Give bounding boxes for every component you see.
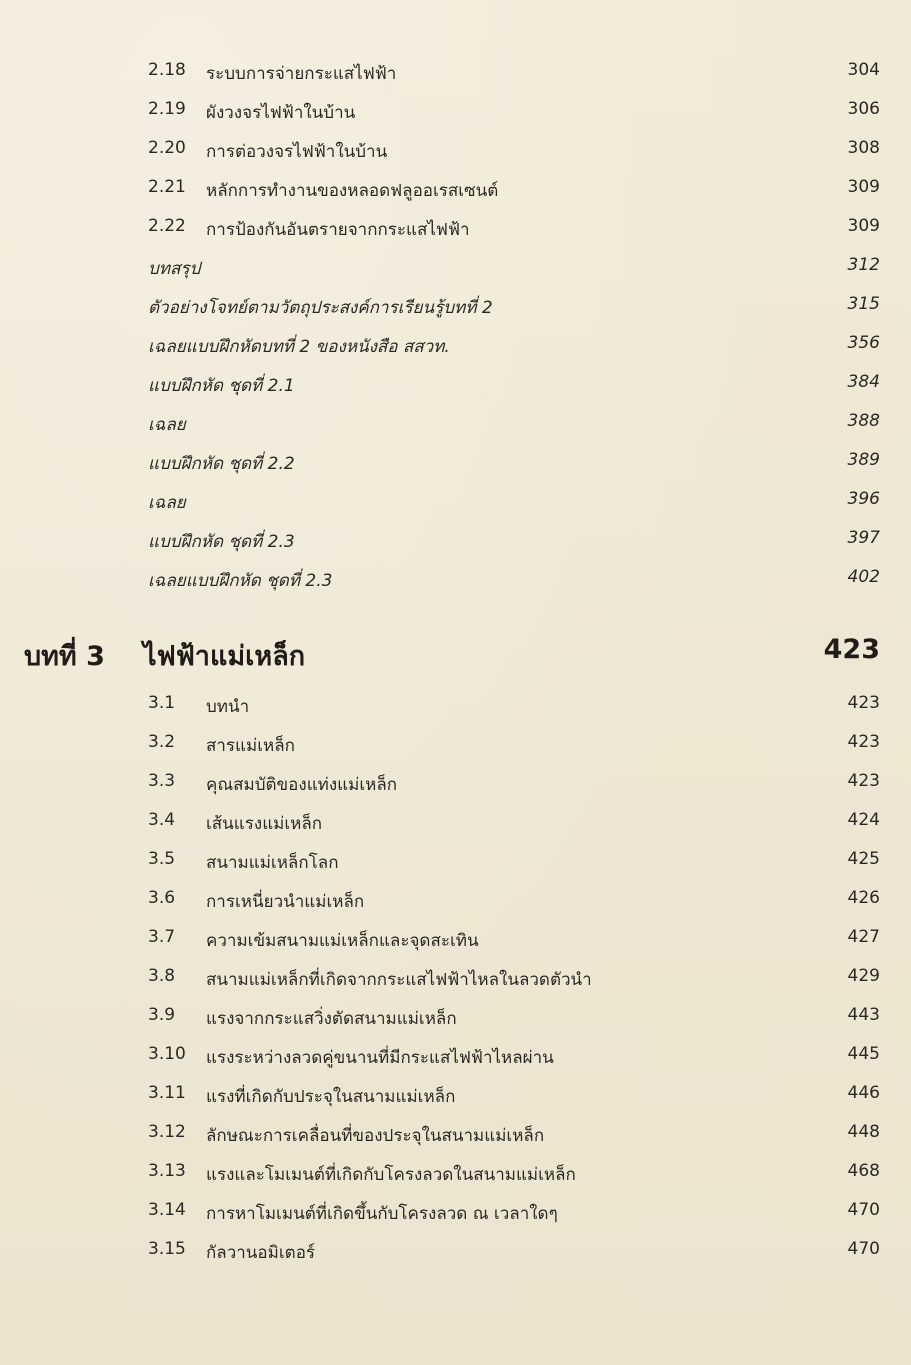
chapter-label: บทที่ 3 (24, 641, 105, 672)
toc-entry (0, 845, 911, 877)
toc-entry-italic (0, 329, 911, 361)
entry-title: เฉลย (148, 493, 186, 513)
entry-number: 2.22 (148, 216, 186, 236)
entry-number: 3.11 (148, 1083, 186, 1103)
entry-title: การหาโมเมนต์ที่เกิดขึ้นกับโครงลวด ณ เวลาใดๆ (206, 1204, 558, 1224)
entry-page: 389 (847, 450, 880, 470)
entry-page: 306 (847, 99, 880, 119)
entry-number: 3.7 (148, 927, 176, 947)
entry-page: 312 (847, 255, 880, 275)
entry-number: 3.6 (148, 888, 176, 908)
entry-page: 470 (847, 1200, 880, 1220)
toc-entry-italic (0, 407, 911, 439)
chapter-title: ไฟฟ้าแม่เหล็ก (143, 641, 306, 672)
entry-title: ความเข้มสนามแม่เหล็กและจุดสะเทิน (206, 931, 479, 951)
toc-entry-italic (0, 251, 911, 283)
toc-entry-italic (0, 446, 911, 478)
entry-title: หลักการทำงานของหลอดฟลูออเรสเซนต์ (206, 181, 499, 201)
entry-number: 2.18 (148, 60, 186, 80)
entry-title: เส้นแรงแม่เหล็ก (206, 814, 323, 834)
toc-entry (0, 1001, 911, 1033)
entry-title: แบบฝึกหัด ชุดที่ 2.3 (148, 532, 295, 552)
toc-entry (0, 1118, 911, 1150)
entry-title: คุณสมบัติของแท่งแม่เหล็ก (206, 775, 398, 795)
entry-title: แบบฝึกหัด ชุดที่ 2.2 (148, 454, 295, 474)
entry-page: 468 (847, 1161, 880, 1181)
toc-entry (0, 806, 911, 838)
entry-title: เฉลย (148, 415, 186, 435)
toc-entry-italic (0, 563, 911, 595)
toc-entry (0, 689, 911, 721)
toc-entry (0, 884, 911, 916)
entry-page: 402 (847, 567, 880, 587)
chapter-heading (0, 628, 911, 676)
toc-entry (0, 1079, 911, 1111)
entry-page: 397 (847, 528, 880, 548)
entry-title: ระบบการจ่ายกระแสไฟฟ้า (206, 64, 397, 84)
entry-title: การเหนี่ยวนำแม่เหล็ก (206, 892, 365, 912)
entry-title: เฉลยแบบฝึกหัดบทที่ 2 ของหนังสือ สสวท. (148, 337, 450, 357)
entry-page: 423 (847, 771, 880, 791)
entry-number: 3.1 (148, 693, 176, 713)
entry-page: 356 (847, 333, 880, 353)
entry-number: 2.19 (148, 99, 186, 119)
entry-title: แรงและโมเมนต์ที่เกิดกับโครงลวดในสนามแม่เหล็ก (206, 1165, 576, 1185)
entry-number: 3.5 (148, 849, 176, 869)
entry-title: สนามแม่เหล็กโลก (206, 853, 339, 873)
toc-entry (0, 95, 911, 127)
entry-page: 443 (847, 1005, 880, 1025)
entry-page: 429 (847, 966, 880, 986)
entry-page: 427 (847, 927, 880, 947)
entry-page: 423 (847, 693, 880, 713)
entry-number: 3.15 (148, 1239, 186, 1259)
entry-number: 3.12 (148, 1122, 186, 1142)
entry-page: 309 (847, 216, 880, 236)
toc-entry (0, 962, 911, 994)
entry-number: 3.3 (148, 771, 176, 791)
toc-entry-italic (0, 524, 911, 556)
entry-number: 2.21 (148, 177, 186, 197)
entry-number: 3.9 (148, 1005, 176, 1025)
entry-number: 3.4 (148, 810, 176, 830)
entry-page: 304 (847, 60, 880, 80)
entry-number: 2.20 (148, 138, 186, 158)
entry-page: 446 (847, 1083, 880, 1103)
entry-page: 388 (847, 411, 880, 431)
entry-title: แรงจากกระแสวิ่งตัดสนามแม่เหล็ก (206, 1009, 457, 1029)
entry-number: 3.10 (148, 1044, 186, 1064)
entry-page: 426 (847, 888, 880, 908)
toc-entry (0, 767, 911, 799)
entry-title: สนามแม่เหล็กที่เกิดจากกระแสไฟฟ้าไหลในลวดตัวนำ (206, 970, 592, 990)
entry-number: 3.2 (148, 732, 176, 752)
toc-entry (0, 56, 911, 88)
chapter-page: 423 (823, 634, 880, 665)
entry-title: ลักษณะการเคลื่อนที่ของประจุในสนามแม่เหล็ก (206, 1126, 545, 1146)
toc-entry-italic (0, 290, 911, 322)
entry-page: 423 (847, 732, 880, 752)
entry-page: 384 (847, 372, 880, 392)
entry-page: 308 (847, 138, 880, 158)
toc-entry-italic (0, 485, 911, 517)
entry-page: 470 (847, 1239, 880, 1259)
toc-entry (0, 134, 911, 166)
entry-title: การต่อวงจรไฟฟ้าในบ้าน (206, 142, 388, 162)
toc-entry (0, 923, 911, 955)
toc-entry (0, 1040, 911, 1072)
entry-page: 445 (847, 1044, 880, 1064)
toc-entry-italic (0, 368, 911, 400)
entry-title: ผังวงจรไฟฟ้าในบ้าน (206, 103, 356, 123)
entry-page: 309 (847, 177, 880, 197)
entry-title: เฉลยแบบฝึกหัด ชุดที่ 2.3 (148, 571, 333, 591)
entry-page: 424 (847, 810, 880, 830)
entry-title: บทนำ (206, 697, 250, 717)
entry-title: แบบฝึกหัด ชุดที่ 2.1 (148, 376, 295, 396)
toc-entry (0, 212, 911, 244)
entry-number: 3.14 (148, 1200, 186, 1220)
entry-title: บทสรุป (148, 259, 201, 279)
toc-entry (0, 173, 911, 205)
entry-title: แรงที่เกิดกับประจุในสนามแม่เหล็ก (206, 1087, 456, 1107)
toc-entry (0, 1235, 911, 1267)
entry-page: 396 (847, 489, 880, 509)
entry-page: 425 (847, 849, 880, 869)
entry-title: การป้องกันอันตรายจากกระแสไฟฟ้า (206, 220, 470, 240)
toc-entry (0, 1196, 911, 1228)
toc-entry (0, 728, 911, 760)
toc-entry (0, 1157, 911, 1189)
entry-page: 315 (847, 294, 880, 314)
entry-number: 3.13 (148, 1161, 186, 1181)
entry-title: กัลวานอมิเตอร์ (206, 1243, 316, 1263)
entry-page: 448 (847, 1122, 880, 1142)
entry-number: 3.8 (148, 966, 176, 986)
entry-title: สารแม่เหล็ก (206, 736, 295, 756)
entry-title: ตัวอย่างโจทย์ตามวัตถุประสงค์การเรียนรู้บทที่ 2 (148, 298, 493, 318)
entry-title: แรงระหว่างลวดคู่ขนานที่มีกระแสไฟฟ้าไหลผ่าน (206, 1048, 554, 1068)
